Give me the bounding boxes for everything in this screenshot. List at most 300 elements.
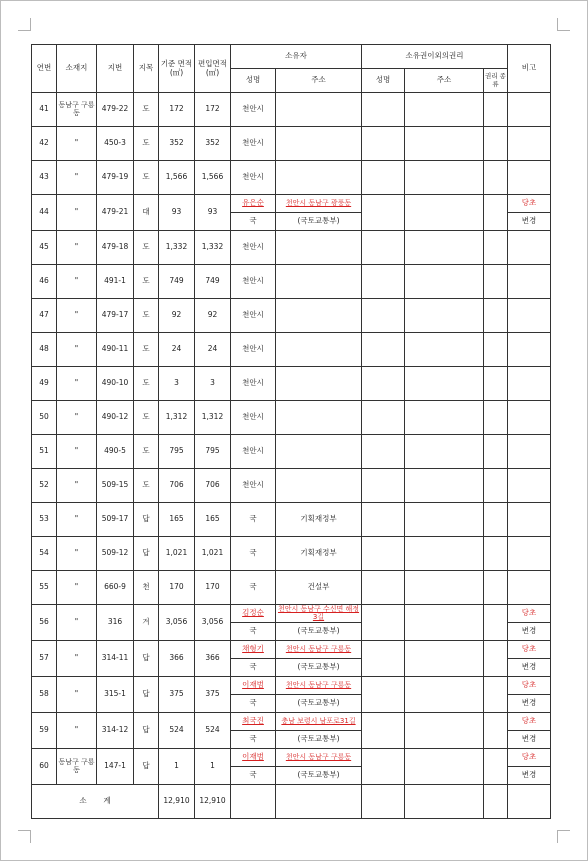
cell-owner-address [276,231,362,265]
header-rights-address: 주소 [405,69,484,93]
cell-base-area: 352 [159,127,195,161]
cell-rights-type [484,571,508,605]
cell-remarks: 변경 [508,695,551,713]
cell-no: 56 [32,605,57,641]
cell-category: 답 [134,537,159,571]
cell-rights-address [405,641,484,677]
cell-rights-type [484,127,508,161]
cell-no: 60 [32,749,57,785]
table-row [32,367,551,401]
cell-base-area: 749 [159,265,195,299]
cell-location: " [57,605,97,641]
cell-category: 겨 [134,605,159,641]
cell-incorporated-area: 172 [195,93,231,127]
cell-base-area: 93 [159,195,195,231]
cell-remarks: 당초 [508,677,551,695]
cell-owner-name: 유은순 [231,195,276,213]
table-row [32,161,551,195]
cell-rights-address [405,469,484,503]
cell-lot: 314-12 [97,713,134,749]
cell-rights-address [405,677,484,713]
cell-owner-address [276,469,362,503]
cell-lot: 490-12 [97,401,134,435]
cell-no: 52 [32,469,57,503]
cell-base-area: 92 [159,299,195,333]
cell-owner-name: 국 [231,537,276,571]
cell-rights-name [362,127,405,161]
cell-remarks [508,537,551,571]
cell-lot: 479-19 [97,161,134,195]
cell-rights-type [484,401,508,435]
cell-owner-name: 천안시 [231,469,276,503]
cell-location: " [57,231,97,265]
cell-owner-address: 천안시 동남구 수신면 해정3길 [276,605,362,623]
cell-lot: 315-1 [97,677,134,713]
cell-remarks [508,503,551,537]
cell-category: 대 [134,195,159,231]
cell-owner-address: 천안시 동남구 구룡동 [276,749,362,767]
cell-rights-address [405,299,484,333]
cell-owner-address: 천안시 동남구 광풍동 [276,195,362,213]
subtotal-empty [362,785,405,819]
cell-rights-type [484,713,508,749]
cell-rights-type [484,195,508,231]
cell-remarks [508,265,551,299]
cell-base-area: 24 [159,333,195,367]
header-lot: 지번 [97,45,134,93]
cell-category: 답 [134,749,159,785]
cell-rights-address [405,713,484,749]
cell-base-area: 1,312 [159,401,195,435]
cell-location: " [57,401,97,435]
table-row [32,195,551,213]
cell-lot: 479-17 [97,299,134,333]
cell-rights-address [405,503,484,537]
cell-incorporated-area: 795 [195,435,231,469]
cell-no: 51 [32,435,57,469]
subtotal-empty [405,785,484,819]
subtotal-empty [508,785,551,819]
cell-owner-name: 국 [231,659,276,677]
cell-base-area: 366 [159,641,195,677]
cell-owner-name: 이재범 [231,749,276,767]
header-owner-group: 소유자 [231,45,362,69]
cell-location: " [57,161,97,195]
cell-location: " [57,713,97,749]
cell-remarks [508,435,551,469]
cell-incorporated-area: 1,312 [195,401,231,435]
cell-lot: 479-22 [97,93,134,127]
cell-category: 도 [134,161,159,195]
cell-lot: 490-5 [97,435,134,469]
cell-owner-name: 김정순 [231,605,276,623]
cell-incorporated-area: 749 [195,265,231,299]
cell-base-area: 795 [159,435,195,469]
land-register-table [31,44,551,819]
cell-no: 45 [32,231,57,265]
cell-owner-address [276,265,362,299]
cell-location: " [57,265,97,299]
cell-no: 44 [32,195,57,231]
cell-remarks: 당초 [508,605,551,623]
cell-remarks: 변경 [508,213,551,231]
cell-owner-name: 천안시 [231,93,276,127]
cell-owner-name: 국 [231,623,276,641]
cell-owner-name: 천안시 [231,401,276,435]
cell-remarks [508,161,551,195]
cell-owner-name: 천안시 [231,299,276,333]
cell-rights-address [405,161,484,195]
cell-owner-address: (국토교통부) [276,623,362,641]
cell-remarks: 당초 [508,195,551,213]
cell-rights-name [362,333,405,367]
cell-remarks: 변경 [508,767,551,785]
cell-lot: 314-11 [97,641,134,677]
cell-lot: 316 [97,605,134,641]
cell-incorporated-area: 1,021 [195,537,231,571]
cell-rights-type [484,537,508,571]
cell-owner-name: 국 [231,767,276,785]
header-rights-type: 권리 종류 [484,69,508,93]
cell-owner-name: 천안시 [231,231,276,265]
cell-lot: 479-21 [97,195,134,231]
cell-rights-name [362,195,405,231]
cell-incorporated-area: 375 [195,677,231,713]
cell-rights-name [362,435,405,469]
cell-lot: 660-9 [97,571,134,605]
cell-location: " [57,537,97,571]
cell-owner-address: (국토교통부) [276,767,362,785]
cell-rights-address [405,571,484,605]
cell-location: " [57,195,97,231]
cell-owner-address: (국토교통부) [276,731,362,749]
cell-rights-address [405,605,484,641]
cell-owner-name: 최국진 [231,713,276,731]
cell-remarks [508,367,551,401]
cell-incorporated-area: 1,332 [195,231,231,265]
header-remarks: 비고 [508,45,551,93]
subtotal-area: 12,910 [159,785,195,819]
cell-no: 46 [32,265,57,299]
cell-category: 도 [134,333,159,367]
cell-rights-name [362,161,405,195]
cell-owner-name: 천안시 [231,435,276,469]
cell-no: 47 [32,299,57,333]
table-row [32,231,551,265]
cell-remarks [508,231,551,265]
cell-incorporated-area: 352 [195,127,231,161]
cell-owner-address: 천안시 동남구 구룡동 [276,641,362,659]
cell-rights-type [484,367,508,401]
table-row [32,127,551,161]
cell-remarks: 변경 [508,731,551,749]
header-rights-name: 성명 [362,69,405,93]
cell-owner-name: 국 [231,213,276,231]
cell-location: " [57,333,97,367]
table-row [32,713,551,731]
cell-no: 48 [32,333,57,367]
header-rights-group: 소유권이외의권리 [362,45,508,69]
cell-incorporated-area: 524 [195,713,231,749]
cell-no: 55 [32,571,57,605]
cell-category: 도 [134,127,159,161]
cell-owner-name: 천안시 [231,333,276,367]
cell-no: 58 [32,677,57,713]
cell-rights-address [405,435,484,469]
cell-owner-name: 국 [231,571,276,605]
subtotal-empty [231,785,276,819]
cell-owner-name: 국 [231,731,276,749]
cell-rights-name [362,367,405,401]
cell-location: 동남구 구룡동 [57,749,97,785]
cell-owner-name: 국 [231,503,276,537]
cell-no: 41 [32,93,57,127]
cell-location: " [57,367,97,401]
cell-no: 43 [32,161,57,195]
table-row [32,537,551,571]
subtotal-empty [276,785,362,819]
cell-category: 답 [134,503,159,537]
table-row [32,469,551,503]
cell-owner-address [276,127,362,161]
cell-location: " [57,469,97,503]
cell-owner-name: 천안시 [231,161,276,195]
cell-owner-address: (국토교통부) [276,213,362,231]
cell-incorporated-area: 706 [195,469,231,503]
cell-owner-address [276,161,362,195]
cell-remarks [508,571,551,605]
crop-mark-bottom-left [18,830,31,843]
cell-location: " [57,641,97,677]
cell-location: " [57,677,97,713]
cell-rights-type [484,333,508,367]
cell-no: 57 [32,641,57,677]
cell-rights-name [362,605,405,641]
cell-category: 답 [134,677,159,713]
cell-rights-address [405,231,484,265]
cell-rights-name [362,571,405,605]
cell-lot: 490-11 [97,333,134,367]
table-row [32,333,551,367]
cell-owner-address [276,367,362,401]
cell-base-area: 170 [159,571,195,605]
cell-location: " [57,571,97,605]
header-category: 지목 [134,45,159,93]
cell-rights-address [405,537,484,571]
cell-owner-address [276,333,362,367]
cell-rights-address [405,127,484,161]
cell-base-area: 1,566 [159,161,195,195]
cell-remarks [508,127,551,161]
table-row [32,641,551,659]
cell-remarks [508,333,551,367]
cell-rights-address [405,195,484,231]
cell-rights-name [362,749,405,785]
table-row [32,677,551,695]
cell-lot: 509-12 [97,537,134,571]
cell-base-area: 1 [159,749,195,785]
cell-rights-address [405,265,484,299]
table-row [32,265,551,299]
cell-owner-name: 국 [231,695,276,713]
cell-rights-type [484,93,508,127]
cell-owner-address: 기획재정부 [276,503,362,537]
cell-lot: 490-10 [97,367,134,401]
cell-lot: 450-3 [97,127,134,161]
cell-rights-type [484,231,508,265]
subtotal-label-2: 계 [103,796,111,806]
cell-incorporated-area: 1 [195,749,231,785]
cell-category: 천 [134,571,159,605]
table-row [32,435,551,469]
cell-base-area: 1,332 [159,231,195,265]
cell-category: 도 [134,401,159,435]
subtotal-row [32,785,551,819]
cell-incorporated-area: 170 [195,571,231,605]
header-owner-name: 성명 [231,69,276,93]
cell-incorporated-area: 1,566 [195,161,231,195]
cell-rights-name [362,401,405,435]
cell-rights-type [484,299,508,333]
cell-owner-address [276,401,362,435]
cell-lot: 479-18 [97,231,134,265]
cell-no: 49 [32,367,57,401]
subtotal-label [32,785,159,819]
cell-owner-address: (국토교통부) [276,695,362,713]
cell-rights-address [405,401,484,435]
cell-base-area: 172 [159,93,195,127]
cell-incorporated-area: 3,056 [195,605,231,641]
cell-no: 59 [32,713,57,749]
cell-location: " [57,299,97,333]
cell-base-area: 524 [159,713,195,749]
table-row [32,401,551,435]
subtotal-empty [484,785,508,819]
cell-owner-address [276,299,362,333]
crop-mark-bottom-right [557,830,570,843]
cell-no: 50 [32,401,57,435]
cell-rights-type [484,641,508,677]
cell-rights-type [484,265,508,299]
table-row [32,93,551,127]
cell-remarks [508,401,551,435]
header-location: 소재지 [57,45,97,93]
cell-rights-name [362,677,405,713]
cell-location: 동남구 구룡동 [57,93,97,127]
cell-remarks [508,299,551,333]
cell-lot: 509-15 [97,469,134,503]
cell-rights-type [484,677,508,713]
cell-remarks: 변경 [508,659,551,677]
cell-location: " [57,127,97,161]
cell-rights-address [405,749,484,785]
table-row [32,571,551,605]
crop-mark-top-left [18,18,31,31]
cell-remarks: 변경 [508,623,551,641]
cell-rights-name [362,713,405,749]
cell-owner-address [276,435,362,469]
header-owner-address: 주소 [276,69,362,93]
subtotal-incorporated: 12,910 [195,785,231,819]
cell-owner-address: 충남 보령시 남포로31길 [276,713,362,731]
cell-owner-name: 천안시 [231,367,276,401]
cell-no: 42 [32,127,57,161]
subtotal-label-1: 소 [79,796,87,806]
cell-lot: 509-17 [97,503,134,537]
cell-base-area: 165 [159,503,195,537]
cell-lot: 491-1 [97,265,134,299]
cell-owner-address: 기획재정부 [276,537,362,571]
cell-category: 도 [134,231,159,265]
cell-category: 도 [134,93,159,127]
cell-incorporated-area: 93 [195,195,231,231]
cell-incorporated-area: 165 [195,503,231,537]
cell-rights-type [484,503,508,537]
cell-rights-type [484,161,508,195]
cell-owner-name: 천안시 [231,265,276,299]
cell-category: 도 [134,469,159,503]
cell-no: 54 [32,537,57,571]
cell-location: " [57,503,97,537]
cell-owner-name: 채형기 [231,641,276,659]
cell-remarks: 당초 [508,749,551,767]
cell-base-area: 3,056 [159,605,195,641]
cell-category: 답 [134,713,159,749]
cell-owner-name: 천안시 [231,127,276,161]
cell-rights-type [484,749,508,785]
table-row [32,749,551,767]
cell-rights-address [405,367,484,401]
cell-incorporated-area: 24 [195,333,231,367]
cell-lot: 147-1 [97,749,134,785]
cell-rights-name [362,503,405,537]
crop-mark-top-right [557,18,570,31]
table-row [32,503,551,537]
cell-owner-address [276,93,362,127]
cell-remarks [508,93,551,127]
cell-rights-name [362,641,405,677]
cell-incorporated-area: 366 [195,641,231,677]
cell-rights-name [362,469,405,503]
cell-incorporated-area: 92 [195,299,231,333]
header-no: 연번 [32,45,57,93]
cell-rights-type [484,435,508,469]
cell-rights-name [362,537,405,571]
cell-owner-name: 이재범 [231,677,276,695]
cell-rights-type [484,469,508,503]
cell-rights-address [405,333,484,367]
header-base-area: 기준 면적 (㎡) [159,45,195,93]
cell-base-area: 706 [159,469,195,503]
cell-rights-type [484,605,508,641]
cell-location: " [57,435,97,469]
cell-owner-address: 천안시 동남구 구룡동 [276,677,362,695]
cell-category: 도 [134,435,159,469]
cell-category: 도 [134,299,159,333]
cell-base-area: 375 [159,677,195,713]
header-incorporated-area: 편입면적 (㎡) [195,45,231,93]
cell-base-area: 3 [159,367,195,401]
table-row [32,605,551,623]
cell-owner-address: (국토교통부) [276,659,362,677]
cell-incorporated-area: 3 [195,367,231,401]
cell-rights-address [405,93,484,127]
cell-rights-name [362,299,405,333]
cell-remarks: 당초 [508,713,551,731]
cell-category: 도 [134,367,159,401]
table-row [32,299,551,333]
cell-no: 53 [32,503,57,537]
